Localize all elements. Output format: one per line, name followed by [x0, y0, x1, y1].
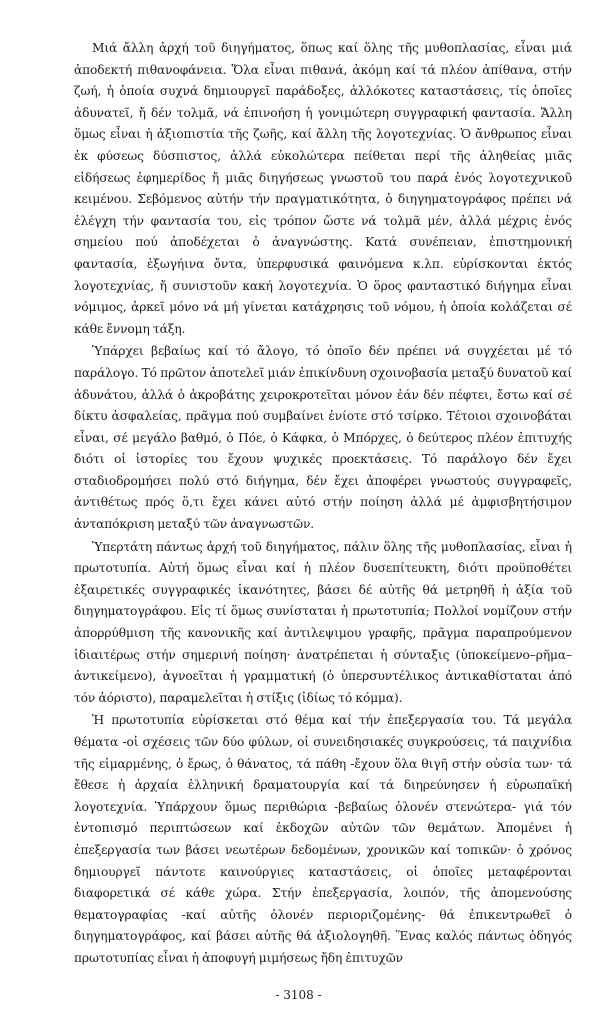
- page-number: - 3108 -: [275, 988, 322, 1002]
- paragraph-1: Μιά ἄλλη ἀρχή τοῦ διηγήματος, ὅπως καί ὅλης τῆς μυθοπλασίας, εἶναι μιά ἀποδεκτή πιθανοφάνεια. Ὅλα εἶναι πιθανά, ἀκόμη καί τά πλέον ἀπίθανα, στήν ζωή, ἡ ὁποία συχνά δημιουργεῖ παράδοξες, ἀλλόκοτες καταστάσεις, τίς ὁποῖες ἀδυνατεῖ, ἤ δέν τολμᾶ, νά ἐπινοήση ἡ γονιμώτερη συγγραφική φαντασία. Ἄλλη ὅμως εἶναι ἡ ἀξιοπιστία τῆς ζωῆς, καί ἄλλη τῆς λογοτεχνίας. Ὁ ἄνθρωπος εἶναι ἐκ φύσεως δύσπιστος, ἀλλά εὐκολώτερα πείθεται περί τῆς ἀληθείας μιᾶς εἰδήσεως ἐφημερίδος ἤ μιᾶς διηγήσεως γνωστοῦ του παρά ἑνός λογοτεχνικοῦ κειμένου. Σεβόμενος αὐτήν τήν πραγματικότητα, ὁ διηγηματογράφος πρέπει νά ἐλέγχη τήν φαντασία του, εἰς τρόπον ὥστε νά τολμᾶ μέν, ἀλλά μέχρις ἑνός σημείου πού ἀποδέχεται ὁ ἀναγνώστης. Κατά συνέπειαν, ἐπιστημονική φαντασία, ἐξωγήινα ὄντα, ὑπερφυσικά φαινόμενα κ.λπ. εὑρίσκονται ἐκτός λογοτεχνίας, ἤ συνιστοῦν κακή λογοτεχνία. Ὁ ὅρος φανταστικό διήγημα εἶναι νόμιμος, ἀρκεῖ μόνο νά μή γίνεται κατάχρησις τοῦ νόμου, ἡ ὁποία κολάζεται σέ κάθε ἔννομη τάξη.: [74, 41, 572, 336]
- paragraph-2: Ὑπάρχει βεβαίως καί τό ἄλογο, τό ὁποῖο δέν πρέπει νά συγχέεται μέ τό παράλογο. Τό πρῶτον ἀποτελεῖ μιάν ἐπικίνδυνη σχοινοβασία μεταξύ δυνατοῦ καί ἀδυνάτου, ἀλλά ὁ ἀκροβάτης χειροκροτεῖται μόνον ἐάν δέν πέφτει, ἔστω καί σέ δίκτυ ἀσφαλείας, πρᾶγμα πού συμβαίνει ἐνίοτε στό τσίρκο. Τέτοιοι σχοινοβάται εἶναι, σέ μεγάλο βαθμό, ὁ Πόε, ὁ Κάφκα, ὁ Μπόρχες, ὁ δεύτερος πλέον ἐπιτυχής διότι οἱ ἱστορίες του ἔχουν ψυχικές προεκτάσεις. Τό παράλογο δέν ἔχει σταδιοδρομήσει πολύ στό διήγημα, δέν ἔχει ἀποφέρει γνωστούς συγγραφεῖς, ἀντιθέτως πρός ὅ,τι ἔχει κάνει αὐτό στήν ποίηση ἀλλά μέ ἀμφισβητήσιμον ἀνταπόκριση μεταξύ τῶν ἀναγνωστῶν.: [74, 344, 572, 532]
- paragraph-4: Ἡ πρωτοτυπία εὑρίσκεται στό θέμα καί τήν ἐπεξεργασία του. Τά μεγάλα θέματα -οἱ σχέσεις τῶν δύο φύλων, οἱ συνειδησιακές συγκρούσεις, τά παιχνίδια τῆς εἱμαρμένης, ὁ ἔρως, ὁ θάνατος, τά πάθη -ἔχουν ὅλα θιγῆ στήν οὐσία των· τά ἔθεσε ἡ ἀρχαία ἑλληνική δραματουργία καί τά διηρεύνησεν ἡ εὐρωπαϊκή λογοτεχνία. Ὑπάρχουν ὅμως περιθώρια -βεβαίως ὁλονέν στενώτερα- γιά τόν ἐντοπισμό περιπτώσεων καί ἐκδοχῶν αὐτῶν τῶν θεμάτων. Ἀπομένει ἡ ἐπεξεργασία των βάσει νεωτέρων δεδομένων, χρονικῶν καί τοπικῶν· ὁ χρόνος δημιουργεῖ πάντοτε καινούργιες καταστάσεις, οἱ ὁποῖες μεταφέρονται διαφορετικά σέ κάθε χώρα. Στήν ἐπεξεργασία, λοιπόν, τῆς ἀπομενούσης θεματογραφίας -καί αὐτῆς ὁλονέν περιοριζομένης- θά ἐπικεντρωθεῖ ὁ διηγηματογράφος, καί βάσει αὐτῆς θά ἀξιολογηθῆ. Ἕνας καλός πάντως ὁδηγός πρωτοτυπίας εἶναι ἡ ἀποφυγή μιμήσεως ἤδη ἐπιτυχῶν: [74, 713, 572, 965]
- paragraph-3: Ὑπερτάτη πάντως ἀρχή τοῦ διηγήματος, πάλιν ὅλης τῆς μυθοπλασίας, εἶναι ἡ πρωτοτυπία. Αὐτή ὅμως εἶναι καί ἡ πλέον δυσεπίτευκτη, διότι προϋποθέτει ἐξαιρετικές συγγραφικές ἱκανότητες, βάσει δέ αὐτῆς θά μετρηθῆ ἡ ἀξία τοῦ διηγηματογράφου. Εἰς τί ὅμως συνίσταται ἡ πρωτοτυπία; Πολλοί νομίζουν στήν ἀπορρύθμιση τῆς κανονικῆς καί ἀντιλεψιμου γραφῆς, πρᾶγμα παραπρούμενον ἰδιαιτέρως στήν σημερινή ποίηση· ἀνατρέπεται ἡ σύνταξις (ὑποκείμενο–ρῆμα–ἀντικείμενο), ἀγνοεῖται ἡ γραμματική (ὁ ὑπερσυντέλικος ἀντικαθίσταται ἀπό τόν ἀόριστο), παραμελεῖται ἡ στίξις (ἰδίως τό κόμμα).: [74, 539, 572, 705]
- page-body: [74, 38, 572, 988]
